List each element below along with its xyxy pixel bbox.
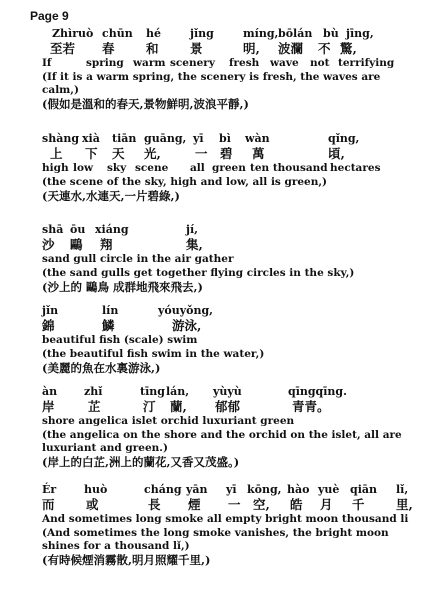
pinyin-word: hé (146, 27, 161, 40)
chinese-word: 岸 (42, 399, 55, 414)
chinese-line (0, 497, 425, 512)
chinese-word: 至若 (50, 41, 76, 56)
pinyin-word: xiáng (95, 223, 129, 236)
chinese-word: 游泳, (172, 318, 202, 333)
chinese-line (0, 146, 425, 161)
pinyin-word: yuè (318, 483, 340, 496)
pinyin-word: jí, (186, 223, 198, 236)
english-word: hectares (330, 162, 381, 174)
modern-chinese-translation: (岸上的白芷,洲上的蘭花,又香又茂盛。) (42, 455, 240, 469)
chinese-word: 翔 (100, 237, 113, 252)
chinese-word: 明, (243, 41, 260, 56)
pinyin-word: ōu (70, 223, 86, 236)
chinese-word: 沙 (42, 237, 55, 252)
chinese-word: 千 (352, 497, 365, 512)
pinyin-word: jīng, (346, 27, 374, 40)
chinese-word: 郁郁 (215, 399, 241, 414)
pinyin-word: tiān (112, 132, 137, 145)
pinyin-word: bù (323, 27, 339, 40)
chinese-word: 碧 (220, 146, 233, 161)
pinyin-word: Zhìruò (52, 27, 94, 40)
chinese-word: 下 (85, 146, 98, 161)
pinyin-word: xià (82, 132, 100, 145)
chinese-word: 上 (50, 146, 63, 161)
pinyin-word: míng, (243, 27, 279, 40)
pinyin-word: yùyù (213, 385, 242, 398)
chinese-word: 和 (146, 41, 159, 56)
pinyin-line (0, 303, 425, 318)
english-paraphrase: (the angelica on the shore and the orchid on the islet, all are luxuriant and green.) (42, 429, 402, 454)
pinyin-word: shàng (42, 132, 80, 145)
english-gloss-text: shore angelica islet orchid luxuriant green (42, 415, 295, 427)
english-word: green (212, 162, 246, 174)
pinyin-line (0, 482, 425, 497)
english-paraphrase: (the sand gulls get together flying circles in the sky,) (42, 267, 355, 279)
english-gloss-line (0, 161, 425, 176)
chinese-word: 或 (86, 497, 99, 512)
english-word: scenery (170, 57, 215, 69)
chinese-word: 萬 (252, 146, 265, 161)
english-paraphrase: (If it is a warm spring, the scenery is fresh, the waves are calm,) (42, 71, 381, 96)
pinyin-word: yī (226, 483, 237, 496)
english-word: wave (270, 57, 299, 69)
english-word: all (190, 162, 205, 174)
chinese-word: 錦 (42, 318, 55, 333)
pinyin-word: lǐ, (396, 483, 409, 496)
chinese-word: 長 (148, 497, 161, 512)
stanza-4 (0, 303, 425, 376)
chinese-word: 集, (186, 237, 203, 252)
english-word: scene (135, 162, 169, 174)
english-word: fresh (229, 57, 260, 69)
english-gloss-line (0, 252, 425, 267)
chinese-word: 不 (318, 41, 331, 56)
chinese-word: 光, (144, 146, 161, 161)
pinyin-word: qiān (350, 483, 377, 496)
chinese-word: 月 (320, 497, 333, 512)
modern-chinese-translation: (假如是溫和的春天,景物鮮明,波浪平靜,) (42, 97, 249, 111)
english-gloss-line (0, 414, 425, 429)
english-word: warm (133, 57, 166, 69)
english-word: sky (107, 162, 127, 174)
chinese-word: 蘭, (170, 399, 187, 414)
pinyin-word: huò (84, 483, 108, 496)
stanza-2 (0, 131, 425, 204)
stanza-6 (0, 482, 425, 568)
pinyin-word: zhǐ (84, 385, 103, 398)
chinese-word: 一 (195, 146, 208, 161)
chinese-word: 春 (102, 41, 115, 56)
stanza-3 (0, 222, 425, 295)
chinese-line (0, 399, 425, 414)
chinese-word: 頃, (328, 146, 345, 161)
pinyin-word: bì (219, 132, 231, 145)
english-word: ten thousand (250, 162, 328, 174)
modern-chinese-translation: (有時候煙消霧散,明月照耀千里,) (42, 553, 211, 567)
chinese-word: 天 (112, 146, 125, 161)
chinese-word: 芷 (88, 399, 101, 414)
chinese-word: 驚, (340, 41, 357, 56)
english-word: low (73, 162, 94, 174)
english-paraphrase: (the beautiful fish swim in the water,) (42, 348, 265, 360)
english-paraphrase: (the scene of the sky, high and low, all is green,) (42, 176, 327, 188)
chinese-word: 里, (396, 497, 413, 512)
pinyin-word: chūn (102, 27, 133, 40)
pinyin-word: bōlán (278, 27, 313, 40)
chinese-word: 煙 (188, 497, 201, 512)
page-number: Page 9 (30, 9, 69, 23)
pinyin-line (0, 222, 425, 237)
pinyin-word: yān (186, 483, 208, 496)
pinyin-word: shā (42, 223, 64, 236)
pinyin-line (0, 131, 425, 146)
pinyin-line (0, 384, 425, 399)
modern-chinese-translation: (沙上的 鷗鳥 成群地飛來飛去,) (42, 280, 203, 294)
english-gloss-line (0, 56, 425, 71)
chinese-word: 青青。 (292, 399, 330, 414)
chinese-word: 而 (42, 497, 55, 512)
pinyin-word: qǐng, (328, 132, 360, 145)
pinyin-word: qīngqīng. (288, 385, 347, 398)
chinese-word: 汀 (143, 399, 156, 414)
stanza-1 (0, 26, 425, 112)
modern-chinese-translation: (美麗的魚在水裏游泳,) (42, 361, 161, 375)
chinese-word: 鷗 (70, 237, 83, 252)
pinyin-word: cháng (144, 483, 182, 496)
pinyin-word: jǐng (190, 27, 214, 40)
pinyin-word: yī (193, 132, 204, 145)
chinese-word: 景 (190, 41, 203, 56)
english-gloss-text: sand gull circle in the air gather (42, 253, 234, 265)
english-word: high (42, 162, 69, 174)
chinese-word: 波瀾 (278, 41, 304, 56)
english-gloss-line (0, 333, 425, 348)
english-word: not (310, 57, 330, 69)
english-word: terrifying (338, 57, 395, 69)
pinyin-word: yóuyǒng, (158, 304, 213, 317)
chinese-word: 一 (228, 497, 241, 512)
chinese-word: 鱗 (102, 318, 115, 333)
chinese-word: 空, (253, 497, 270, 512)
pinyin-word: kōng, (247, 483, 282, 496)
chinese-line (0, 41, 425, 56)
modern-chinese-translation: (天連水,水連天,一片碧綠,) (42, 189, 180, 203)
chinese-line (0, 318, 425, 333)
pinyin-line (0, 26, 425, 41)
pinyin-word: jǐn (42, 304, 59, 317)
english-paraphrase: (And sometimes the long smoke vanishes, the bright moon shines for a thousand lǐ,) (42, 527, 389, 552)
stanza-5 (0, 384, 425, 470)
english-gloss-line (0, 512, 425, 527)
english-word: If (42, 57, 52, 69)
english-word: spring (86, 57, 124, 69)
pinyin-word: tīng (140, 385, 165, 398)
english-gloss-text: And sometimes long smoke all empty bright moon thousand li (42, 513, 409, 525)
pinyin-word: Ér (42, 483, 57, 496)
chinese-line (0, 237, 425, 252)
english-gloss-text: beautiful fish (scale) swim (42, 334, 198, 346)
pinyin-word: wàn (245, 132, 270, 145)
pinyin-word: lán, (166, 385, 190, 398)
pinyin-word: àn (42, 385, 58, 398)
chinese-word: 皓 (290, 497, 303, 512)
pinyin-word: guāng, (144, 132, 187, 145)
pinyin-word: lín (102, 304, 119, 317)
pinyin-word: hào (287, 483, 310, 496)
